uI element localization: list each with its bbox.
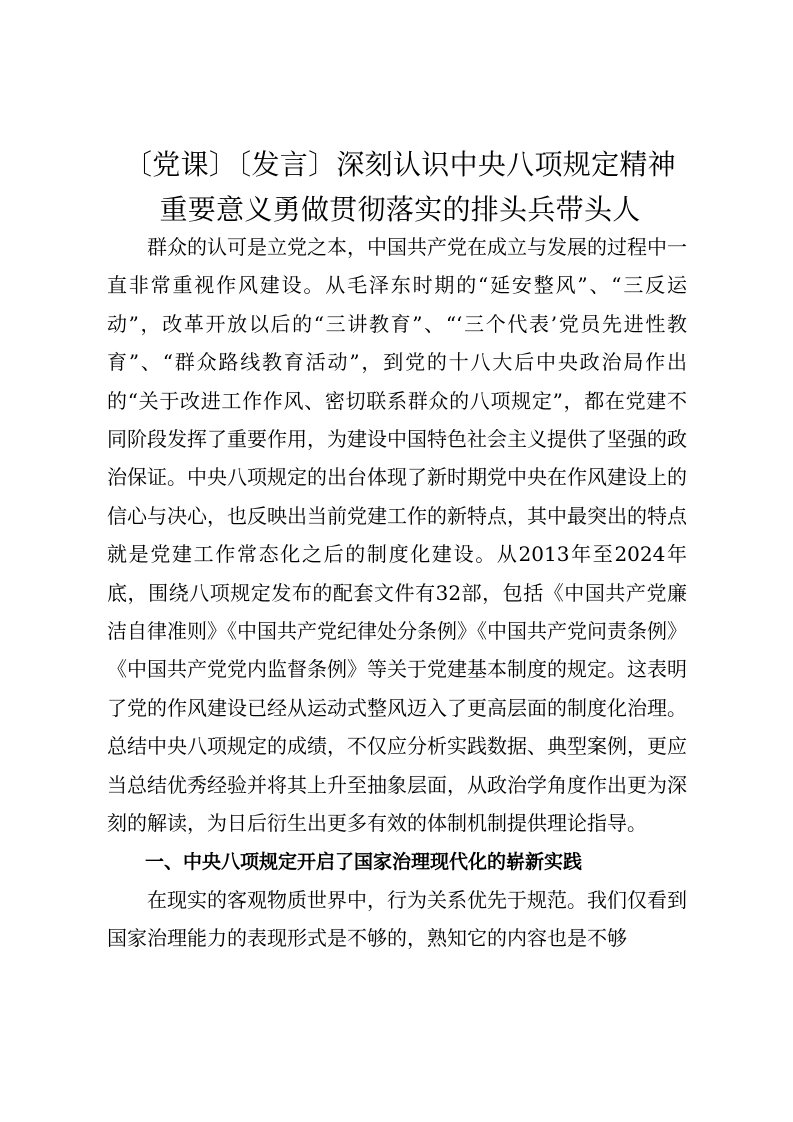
body-paragraph-1: 群众的认可是立党之本，中国共产党在成立与发展的过程中一直非常重视作风建设。从毛泽东时期的“延安整风”、“三反运动”，改革开放以后的“三讲教育”、“‘三个代表’党员先进性教育”、“群众路线教育活动”，到党的十八大后中央政治局作出的“关于改进工作作风、密切联系群众的八项规定”，都在党建不同阶段发挥了重要作用，为建设中国特色社会主义提供了坚强的政治保证。中央八项规定的出台体现了新时期党中央在作风建设上的信心与决心，也反映出当前党建工作的新特点，其中最突出的特点就是党建工作常态化之后的制度化建设。从2013年至2024年底，围绕八项规定发布的配套文件有32部，包括《中国共产党廉洁自律准则》《中国共产党纪律处分条例》《中国共产党问责条例》《中国共产党党内监督条例》等关于党建基本制度的规定。这表明了党的作风建设已经从运动式整风迈入了更高层面的制度化治理。总结中央八项规定的成绩，不仅应分析实践数据、典型案例，更应当总结优秀经验并将其上升至抽象层面，从政治学角度作出更为深刻的解读，为日后衍生出更多有效的体制机制提供理论指导。	[107, 235, 687, 836]
title-line-2: 重要意义勇做贯彻落实的排头兵带头人	[159, 193, 641, 226]
document-body	[107, 228, 687, 958]
document-title	[100, 142, 700, 232]
body-paragraph-2: 在现实的客观物质世界中，行为关系优先于规范。我们仅看到国家治理能力的表现形式是不够的，熟知它的内容也是不够	[107, 887, 687, 951]
title-line-1: 〔党课〕〔发言〕深刻认识中央八项规定精神	[123, 148, 676, 181]
section-heading-1: 一、中央八项规定开启了国家治理现代化的崭新实践	[145, 850, 583, 873]
